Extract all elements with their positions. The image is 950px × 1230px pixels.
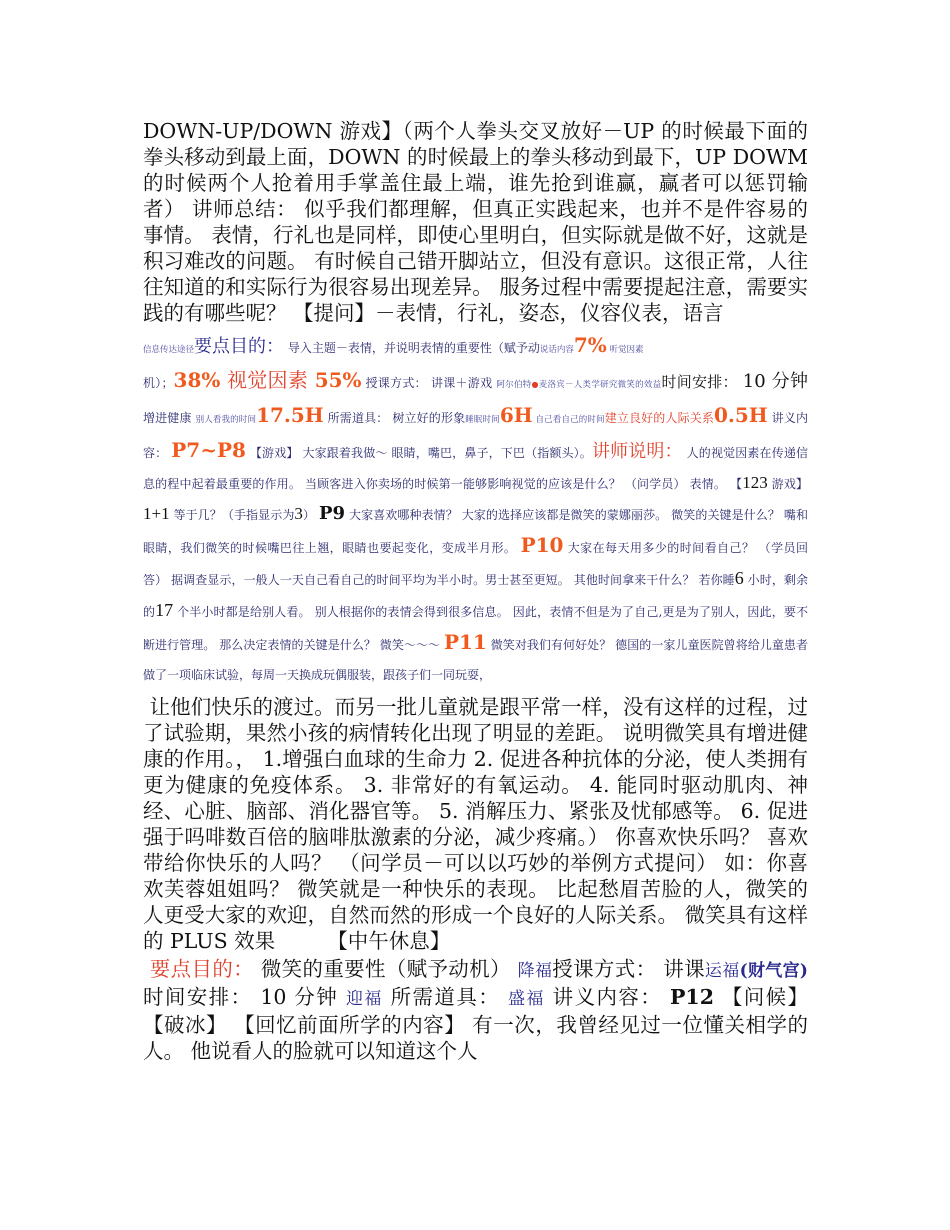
stat-seven-percent: 7% (573, 333, 607, 357)
text-run: 大家在每天用多少的时间看自己？ （学员回答） 据调查显示，一般人一天自己看自己的时间平均为半小时。男士甚至更短。 其他时间拿来干什么？ 若你睡 (143, 541, 808, 587)
number-123: 123 (742, 473, 768, 492)
lunch-break: 【中午休息】 (327, 929, 451, 953)
text-run: 个半小时都是给别人看。 别人根据你的表情会得到很多信息。 因此，表情不但是为了自己,更是为了别人，因此，要不断进行管理。 那么决定表情的关键是什么？ 微笑～～～ (143, 605, 808, 652)
dot-icon: ● (531, 380, 539, 389)
text-run: 时间安排： (661, 373, 743, 391)
blessing-label: 盛福 (508, 989, 545, 1009)
key-points-heading: 要点目的： (194, 336, 285, 357)
text-run: 增进健康 (143, 411, 196, 425)
paragraph-smile-benefits (143, 694, 808, 954)
stat-half-hour: 0.5H (714, 403, 768, 427)
visual-factor-label: 视觉因素 (220, 368, 315, 392)
stat-6h: 6H (499, 403, 533, 427)
wealth-palace-label: (财气宫) (739, 961, 808, 981)
text-run: 时间安排： 10 分钟 (143, 985, 346, 1009)
text-run: 微笑对我们有何好处？ 德国的一家儿童医院曾将给儿童患者做了一项临床试验，每周一天换成玩偶服装，跟孩子们一同玩耍， (143, 638, 808, 682)
paragraph-text: 让他们快乐的渡过。而另一批儿童就是跟平常一样，没有这样的过程，过了试验期，果然小孩的病情转化出现了明显的差距。 说明微笑具有增进健康的作用。， 1.增强白血球的生命力 2. 促进各种抗体的分泌，使人类拥有更为健康的免疫体系。 3. 非常好的有氧运动。 4. 能同时驱动肌肉、神经、心脏、脑部、消化器官等。 5. 消解压力、紧张及忧郁感等。 6. 促进强于吗啡数百倍的脑啡肽激素的分泌，减少疼痛。） 你喜欢快乐吗？ 喜欢带给你快乐的人吗？ （问学员－可以以巧妙的举例方式提问） 如：你喜欢芙蓉姐姐吗？ 微笑就是一种快乐的表现。 比起愁眉苦脸的人，微笑的人更受大家的欢迎，自然而然的形成一个良好的人际关系。 微笑具有这样的 PLUS 效果 (143, 695, 808, 953)
page-ref-p10: P10 (520, 533, 564, 557)
blessing-label: 降福 (517, 961, 553, 981)
document-page (143, 118, 808, 1064)
text-run: 授课方式： 讲课 (552, 957, 705, 981)
blessing-label: 运福 (704, 961, 740, 981)
text-run: 【问候】 【破冰】 【回忆前面所学的内容】 有一次，我曾经见过一位懂关相学的人。 他说看人的脸就可以知道这个人 (143, 985, 809, 1063)
page-ref-p11: P11 (443, 630, 487, 654)
blessing-label: 迎福 (345, 989, 383, 1009)
text-run: 等于几？（手指显示为 (169, 508, 295, 522)
page-ref-p9: P9 (319, 503, 346, 524)
note-info-channel: 信息传达途径 (143, 345, 195, 355)
page-ref-p12: P12 (670, 985, 714, 1009)
note-self-view: 自己看自己的时间 (532, 415, 605, 425)
text-run: ） (302, 508, 320, 522)
number-3: 3 (294, 504, 303, 523)
note-albert: 阿尔伯特 (496, 380, 532, 390)
duration-value: 10 分钟 (742, 371, 808, 392)
paragraph-text: DOWN-UP/DOWN 游戏】（两个人拳头交叉放好－UP 的时候最下面的拳头移动到最上面，DOWN 的时候最上的拳头移动到最下，UP DOWM 的时候两个人抢着用手掌盖住最上端，谁先抢到谁赢，赢者可以惩罚输者） 讲师总结： 似乎我们都理解，但真正实践起来，也并不是件容易的事情。 表情，行礼也是同样，即使心里明白，但实际就是做不好，这就是积习难改的问题。 有时候自己错开脚站立，但没有意识。这很正常，人往往知道的和实际行为很容易出现差异。 服务过程中需要提起注意，需要实践的有哪些呢？ 【提问】－表情，行礼，姿态，仪容仪表，语言 (143, 119, 808, 325)
note-others-view: 别人看我的时间 (195, 415, 257, 425)
text-run: 游戏】 (767, 477, 808, 491)
text-run: 机）； (143, 376, 174, 390)
text-run: 所需道具： 树立好的形象 (323, 411, 466, 425)
text-run: 小时，剩余的 (143, 573, 808, 619)
paragraph-game-summary (143, 118, 808, 326)
text-run: 导入主题－表情，并说明表情的重要性（赋予动 (284, 341, 540, 355)
text-run: 讲义内容： (544, 985, 671, 1009)
text-run: 讲义内容： (143, 411, 808, 460)
instructor-note-heading: 讲师说明： (591, 441, 683, 462)
note-speech-content: 说话内容 (539, 345, 574, 355)
paragraph-key-points (143, 330, 808, 690)
note-auditory: 听觉因素 (606, 345, 644, 355)
stat-17-5h: 17.5H (256, 403, 324, 427)
text-run: 授课方式： 讲课＋游戏 (361, 376, 497, 390)
text-run: 人的视觉因素在传递信息的程中起着最重要的作用。 当顾客进入你卖场的时候第一能够影响视觉的应该是什么？ （问学员） 表情。 【 (143, 446, 808, 491)
note-mehrabian: 麦洛宾－人类学研究微笑的效益 (538, 380, 662, 390)
text-run: 【游戏】 大家跟着我做～ 眼睛，嘴巴，鼻子，下巴（指额头）。 (245, 446, 592, 460)
text-run: 微笑的重要性（赋予动机） (254, 957, 518, 981)
number-1-plus-1: 1+1 (143, 504, 170, 523)
page-ref-p7-p8: P7~P8 (171, 438, 246, 462)
number-6: 6 (734, 568, 744, 588)
paragraph-key-points-2 (143, 956, 808, 1064)
note-sleep-time: 睡眠时间 (465, 415, 500, 425)
number-17: 17 (155, 600, 174, 620)
text-run: 大家喜欢哪种表情？ 大家的选择应该都是微笑的蒙娜丽莎。 微笑的关键是什么？ 嘴和眼睛，我们微笑的时候嘴巴往上翘，眼睛也要起变化，变成半月形。 (143, 508, 808, 555)
key-points-heading: 要点目的： (149, 957, 254, 981)
stat-55-percent: 55% (314, 368, 362, 392)
text-run: 所需道具： (382, 985, 508, 1009)
text-run: 建立良好的人际关系 (604, 411, 715, 425)
stat-38-percent: 38% (173, 368, 221, 392)
